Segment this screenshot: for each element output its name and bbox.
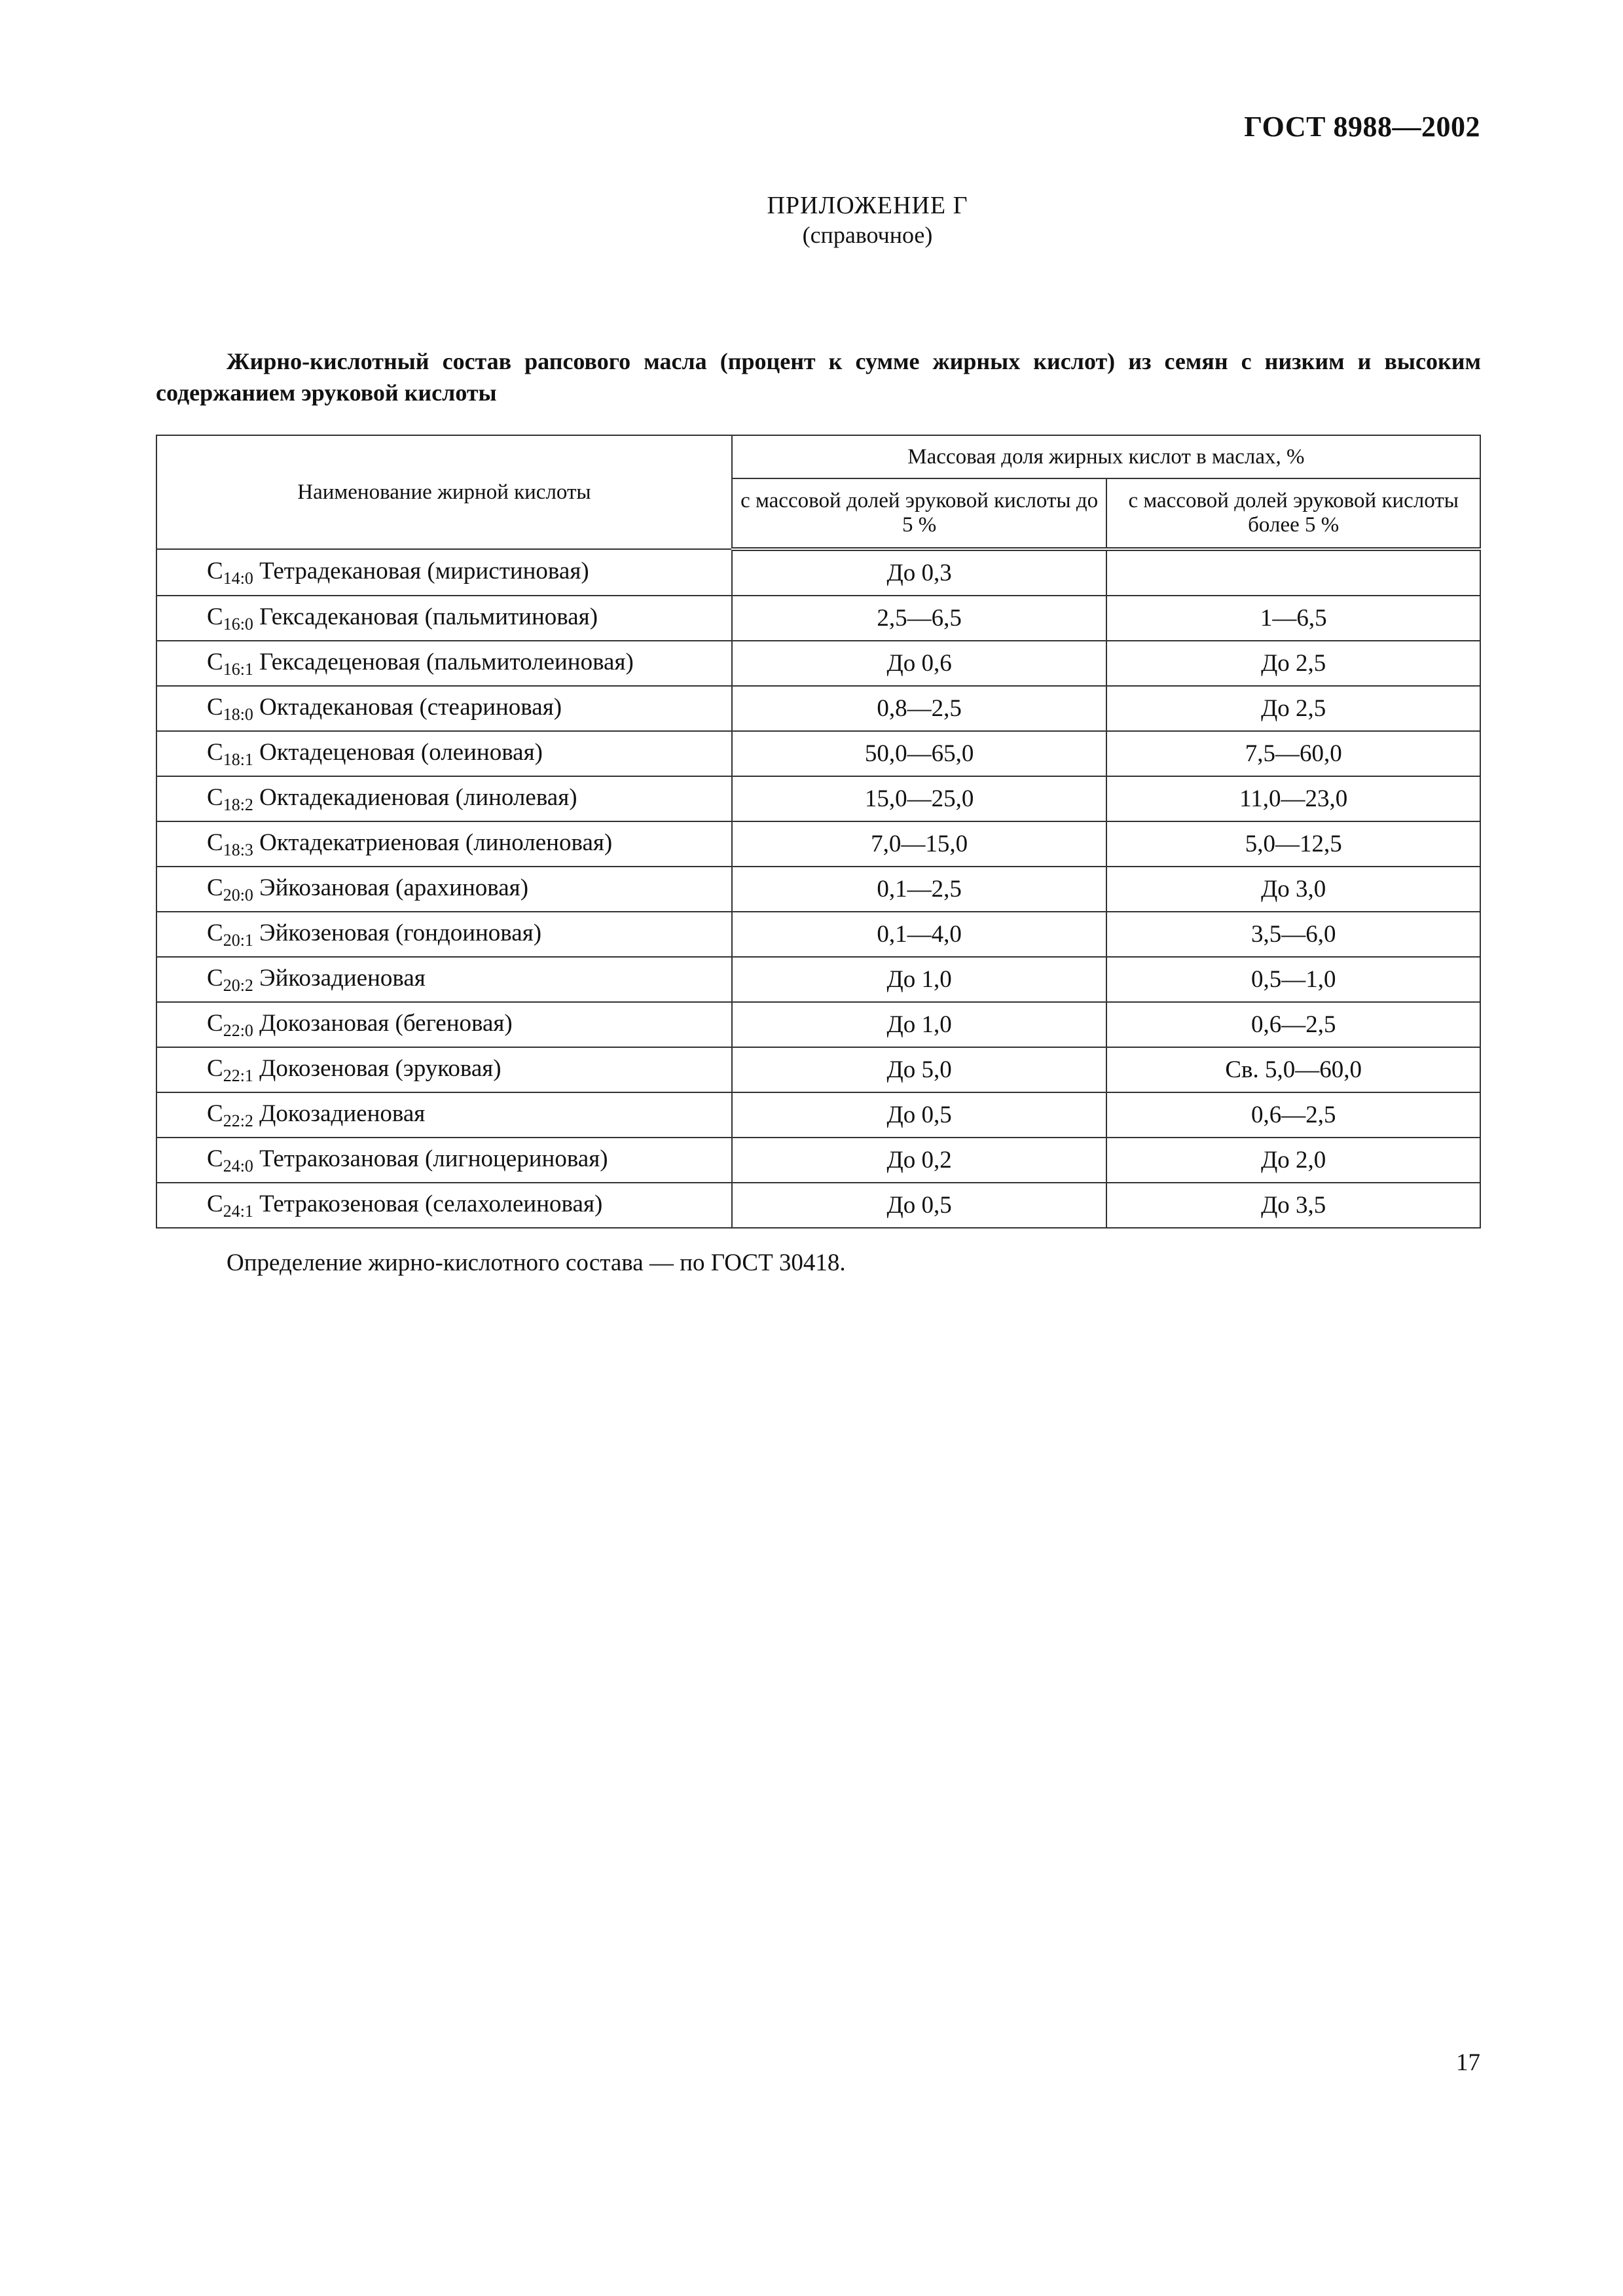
acid-name-cell: [156, 821, 732, 867]
table-row: [156, 1183, 1480, 1228]
acid-name-cell: [156, 1092, 732, 1138]
low-erucic-value: 0,1—2,5: [732, 867, 1107, 912]
high-erucic-value: До 2,5: [1106, 641, 1480, 686]
table-row: [156, 1138, 1480, 1183]
table-row: [156, 686, 1480, 731]
acid-formula: [207, 874, 253, 905]
page-number: 17: [1456, 2049, 1480, 2076]
acid-name-cell: [156, 912, 732, 957]
low-erucic-value: До 1,0: [732, 957, 1107, 1002]
formula-letter: C: [207, 829, 223, 856]
high-erucic-value: 7,5—60,0: [1106, 731, 1480, 776]
acid-name: Докозеновая (эруковая): [259, 1054, 501, 1082]
high-erucic-value: До 2,5: [1106, 686, 1480, 731]
table-row: [156, 867, 1480, 912]
acid-name-cell: [156, 957, 732, 1002]
acid-formula: [207, 919, 253, 950]
acid-formula: [207, 1009, 253, 1041]
acid-name-cell: [156, 1047, 732, 1092]
column-header-acid-name: Наименование жирной кислоты: [156, 435, 732, 549]
acid-name-cell: [156, 1138, 732, 1183]
low-erucic-value: 2,5—6,5: [732, 596, 1107, 641]
high-erucic-value: 1—6,5: [1106, 596, 1480, 641]
acid-name: Докозадиеновая: [259, 1100, 426, 1127]
table-row: [156, 731, 1480, 776]
high-erucic-value: До 3,5: [1106, 1183, 1480, 1228]
low-erucic-value: До 5,0: [732, 1047, 1107, 1092]
low-erucic-value: До 0,2: [732, 1138, 1107, 1183]
high-erucic-value: До 2,0: [1106, 1138, 1480, 1183]
acid-name: Эйкозадиеновая: [259, 964, 426, 992]
acid-formula: [207, 648, 253, 679]
acid-formula: [207, 1054, 253, 1086]
formula-index: 18:0: [223, 704, 253, 724]
formula-index: 16:1: [223, 659, 253, 679]
acid-name-cell: [156, 867, 732, 912]
column-header-low-erucic: с массовой долей эруковой кислоты до 5 %: [732, 478, 1107, 549]
acid-name-cell: [156, 686, 732, 731]
formula-index: 24:0: [223, 1156, 253, 1175]
formula-letter: C: [207, 964, 223, 992]
acid-formula: [207, 964, 253, 996]
table-caption: Жирно-кислотный состав рапсового масла (процент к сумме жирных кислот) из семян с низким и высоким содержанием эруковой кислоты: [156, 348, 1481, 406]
table-row: [156, 596, 1480, 641]
formula-index: 18:1: [223, 749, 253, 769]
column-header-mass-fraction: Массовая доля жирных кислот в маслах, %: [732, 435, 1480, 478]
high-erucic-value: [1106, 549, 1480, 596]
acid-name-cell: [156, 1002, 732, 1047]
acid-name: Октадекатриеновая (линоленовая): [259, 829, 613, 856]
formula-letter: C: [207, 738, 223, 766]
formula-letter: C: [207, 648, 223, 675]
acid-name-cell: [156, 641, 732, 686]
acid-formula: [207, 1145, 253, 1176]
acid-name-cell: [156, 776, 732, 821]
table-row: [156, 1002, 1480, 1047]
high-erucic-value: Св. 5,0—60,0: [1106, 1047, 1480, 1092]
table-row: [156, 776, 1480, 821]
acid-name: Докозановая (бегеновая): [259, 1009, 513, 1037]
acid-name-cell: [156, 1183, 732, 1228]
formula-letter: C: [207, 874, 223, 901]
formula-index: 16:0: [223, 614, 253, 634]
annex-subtitle: (справочное): [802, 222, 933, 248]
low-erucic-value: До 0,3: [732, 549, 1107, 596]
fatty-acid-table: [156, 435, 1481, 1229]
table-row: [156, 641, 1480, 686]
method-note: Определение жирно-кислотного состава — по ГОСТ 30418.: [227, 1249, 846, 1276]
annex-title: ПРИЛОЖЕНИЕ Г: [767, 192, 968, 219]
formula-index: 18:2: [223, 795, 253, 814]
low-erucic-value: До 0,6: [732, 641, 1107, 686]
formula-letter: C: [207, 603, 223, 630]
acid-name: Гексадеценовая (пальмитолеиновая): [259, 648, 634, 675]
low-erucic-value: 7,0—15,0: [732, 821, 1107, 867]
formula-index: 20:2: [223, 975, 253, 995]
formula-letter: C: [207, 1054, 223, 1082]
high-erucic-value: 0,6—2,5: [1106, 1092, 1480, 1138]
formula-index: 20:1: [223, 930, 253, 950]
acid-name-cell: [156, 596, 732, 641]
table-row: [156, 957, 1480, 1002]
low-erucic-value: До 1,0: [732, 1002, 1107, 1047]
acid-name: Эйкозановая (арахиновая): [259, 874, 529, 901]
acid-formula: [207, 693, 253, 725]
formula-letter: C: [207, 1190, 223, 1217]
formula-index: 22:2: [223, 1111, 253, 1130]
formula-index: 20:0: [223, 885, 253, 905]
acid-name: Тетракозановая (лигноцериновая): [259, 1145, 608, 1172]
acid-formula: [207, 738, 253, 770]
low-erucic-value: 15,0—25,0: [732, 776, 1107, 821]
table-row: [156, 1047, 1480, 1092]
formula-index: 18:3: [223, 840, 253, 859]
high-erucic-value: До 3,0: [1106, 867, 1480, 912]
formula-letter: C: [207, 783, 223, 811]
high-erucic-value: 3,5—6,0: [1106, 912, 1480, 957]
formula-index: 22:0: [223, 1020, 253, 1040]
low-erucic-value: 50,0—65,0: [732, 731, 1107, 776]
table-row: [156, 912, 1480, 957]
low-erucic-value: 0,1—4,0: [732, 912, 1107, 957]
acid-name: Эйкозеновая (гондоиновая): [259, 919, 542, 946]
acid-name-cell: [156, 731, 732, 776]
acid-formula: [207, 1100, 253, 1131]
acid-formula: [207, 557, 253, 588]
formula-index: 24:1: [223, 1201, 253, 1221]
high-erucic-value: 11,0—23,0: [1106, 776, 1480, 821]
table-row: [156, 549, 1480, 596]
formula-letter: C: [207, 919, 223, 946]
acid-name: Тетрадекановая (миристиновая): [259, 557, 589, 584]
table-body: [156, 549, 1480, 1228]
low-erucic-value: До 0,5: [732, 1092, 1107, 1138]
table-row: [156, 1092, 1480, 1138]
high-erucic-value: 5,0—12,5: [1106, 821, 1480, 867]
formula-index: 14:0: [223, 568, 253, 588]
acid-formula: [207, 603, 253, 634]
table-row: [156, 821, 1480, 867]
formula-letter: C: [207, 1145, 223, 1172]
formula-letter: C: [207, 557, 223, 584]
formula-index: 22:1: [223, 1066, 253, 1085]
acid-name-cell: [156, 549, 732, 596]
acid-name: Тетракозеновая (селахолеиновая): [259, 1190, 603, 1217]
acid-name: Гексадекановая (пальмитиновая): [259, 603, 598, 630]
high-erucic-value: 0,5—1,0: [1106, 957, 1480, 1002]
acid-name: Октадекановая (стеариновая): [259, 693, 562, 721]
formula-letter: C: [207, 1100, 223, 1127]
document-code: ГОСТ 8988—2002: [1244, 111, 1480, 143]
acid-formula: [207, 783, 253, 815]
high-erucic-value: 0,6—2,5: [1106, 1002, 1480, 1047]
formula-letter: C: [207, 693, 223, 721]
acid-formula: [207, 829, 253, 860]
formula-letter: C: [207, 1009, 223, 1037]
acid-name: Октадеценовая (олеиновая): [259, 738, 543, 766]
column-header-high-erucic: с массовой долей эруковой кислоты более 5 %: [1106, 478, 1480, 549]
acid-formula: [207, 1190, 253, 1221]
low-erucic-value: 0,8—2,5: [732, 686, 1107, 731]
acid-name: Октадекадиеновая (линолевая): [259, 783, 577, 811]
low-erucic-value: До 0,5: [732, 1183, 1107, 1228]
